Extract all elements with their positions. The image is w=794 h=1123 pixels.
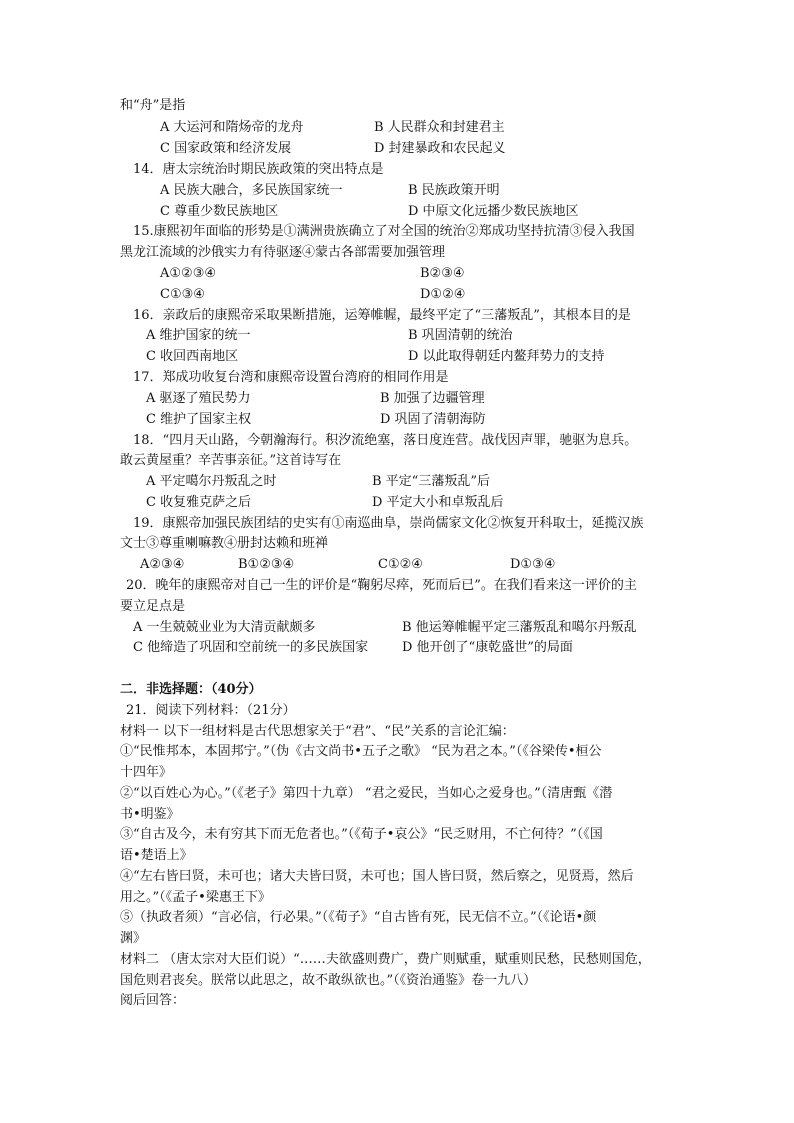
q15-option-a: A①②③④ — [160, 266, 217, 281]
q17-option-d: D 巩固了清朝海防 — [380, 412, 486, 427]
q21-stem: 21．阅读下列材料：（21分） — [126, 703, 296, 718]
q17-option-c: C 维护了国家主权 — [146, 412, 252, 427]
q14-stem: 14．唐太宗统治时期民族政策的突出特点是 — [133, 162, 384, 177]
q16-stem: 16．亲政后的康熙帝采取果断措施，运筹帷幄，最终平定了“三藩叛乱”，其根本目的是 — [133, 308, 631, 323]
q13-option-a: A 大运河和隋炀帝的龙舟 — [160, 120, 304, 135]
q14-option-a: A 民族大融合，多民族国家统一 — [160, 183, 343, 198]
q16-option-d: D 以此取得朝廷内鳌拜势力的支持 — [408, 349, 605, 364]
q17-option-a: A 驱逐了殖民势力 — [146, 391, 251, 406]
q20-stem-line2: 要立足点是 — [120, 599, 186, 614]
q15-option-d: D①②④ — [420, 287, 466, 302]
q13-stem-tail: 和“舟”是指 — [120, 98, 186, 113]
q19-stem-line1: 19．康熙帝加强民族团结的史实有①南巡曲阜，崇尚儒家文化②恢复开科取士，延揽汉族 — [133, 516, 644, 531]
q18-stem-line1: 18．“四月天山路，今朝瀚海行。积汐流绝塞，落日度连营。战伐因声罪，驰驱为息兵。 — [133, 433, 638, 448]
q20-option-a: A 一生兢兢业业为大清贡献颇多 — [133, 620, 316, 635]
q17-stem: 17．郑成功收复台湾和康熙帝设置台湾府的相同作用是 — [133, 370, 449, 385]
q16-option-c: C 收回西南地区 — [146, 349, 239, 364]
q14-option-c: C 尊重少数民族地区 — [160, 204, 279, 219]
q19-option-c: C①②④ — [378, 557, 423, 572]
material2-line1: 材料二 （唐太宗对大臣们说）“……夫欲盛则费广，费广则赋重，赋重则民愁，民愁则国危， — [120, 952, 651, 967]
material1-item5-line2: 渊》 — [120, 931, 147, 946]
material1-item5-line1: ⑤（执政者须）“言必信，行必果。”（《荀子》“自古皆有死，民无信不立。”（《论语•颜 — [120, 910, 597, 925]
q19-option-a: A②③④ — [140, 557, 185, 572]
q15-stem-line2: 黑龙江流域的沙俄实力有待驱逐④蒙古各部需要加强管理 — [120, 245, 446, 260]
q20-option-d: D 他开创了“康乾盛世”的局面 — [402, 640, 573, 655]
q20-option-b: B 他运筹帷幄平定三藩叛乱和噶尔丹叛乱 — [402, 620, 637, 635]
q15-option-b: B②③④ — [420, 266, 465, 281]
material1-item3-line2: 语•楚语上》 — [120, 848, 193, 863]
material1-item1-line2: 十四年》 — [120, 765, 173, 780]
material1-item4-line1: ④“左右皆曰贤，未可也；诸大夫皆曰贤，未可也；国人皆曰贤，然后察之，见贤焉，然后 — [120, 869, 634, 884]
q15-option-c: C①③④ — [160, 287, 205, 302]
q18-option-a: A 平定噶尔丹叛乱之时 — [146, 474, 277, 489]
q17-option-b: B 加强了边疆管理 — [380, 391, 485, 406]
material1-item4-line2: 用之。”（《孟子•梁惠王下》 — [120, 890, 271, 905]
q15-stem-line1: 15.康熙初年面临的形势是①满洲贵族确立了对全国的统治②郑成功坚持抗清③侵入我国 — [133, 224, 635, 239]
q18-option-b: B 平定“三藩叛乱”后 — [372, 474, 490, 489]
q18-option-d: D 平定大小和卓叛乱后 — [372, 495, 504, 510]
q19-option-d: D①③④ — [510, 557, 556, 572]
material1-item3-line1: ③“自古及今，未有穷其下而无危者也。”（《荀子•哀公》“民乏财用，不亡何待？”（《国 — [120, 827, 603, 842]
q20-stem-line1: 20．晚年的康熙帝对自己一生的评价是“鞠躬尽瘁，死而后已”。在我们看来这一评价的主 — [126, 578, 637, 593]
q16-option-b: B 巩固清朝的统治 — [408, 328, 513, 343]
read-and-answer: 阅后回答： — [120, 993, 186, 1008]
q14-option-b: B 民族政策开明 — [408, 183, 500, 198]
q14-option-d: D 中原文化远播少数民族地区 — [408, 204, 579, 219]
q19-option-b: B①②③④ — [238, 557, 295, 572]
q20-option-c: C 他缔造了巩固和空前统一的多民族国家 — [133, 640, 369, 655]
material2-line2: 国危则君丧矣。朕常以此思之，故不敢纵欲也。”（《资治通鉴》卷一九八） — [120, 973, 537, 988]
material1-item2-line2: 书•明鉴》 — [120, 807, 180, 822]
material1-intro: 材料一 以下一组材料是古代思想家关于“君”、“民”关系的言论汇编： — [120, 724, 515, 739]
section2-heading: 二．非选择题：（40分） — [120, 682, 262, 697]
material1-item2-line1: ②“以百姓心为心。”（《老子》第四十九章） “君之爱民，当如心之爱身也。”（清唐甄《潜 — [120, 786, 613, 801]
q18-option-c: C 收复雅克萨之后 — [146, 495, 252, 510]
q19-stem-line2: 文士③尊重喇嘛教④册封达赖和班禅 — [120, 536, 329, 551]
q16-option-a: A 维护国家的统一 — [146, 328, 251, 343]
material1-item1-line1: ①“民惟邦本，本固邦宁。”（伪《古文尚书•五子之歌》 “民为君之本。”（《谷梁传•桓公 — [120, 744, 602, 759]
q13-option-c: C 国家政策和经济发展 — [160, 141, 292, 156]
q18-stem-line2: 敢云黄屋重？辛苦事亲征。”这首诗写在 — [120, 453, 342, 468]
q13-option-b: B 人民群众和封建君主 — [374, 120, 505, 135]
q13-option-d: D 封建暴政和农民起义 — [374, 141, 506, 156]
